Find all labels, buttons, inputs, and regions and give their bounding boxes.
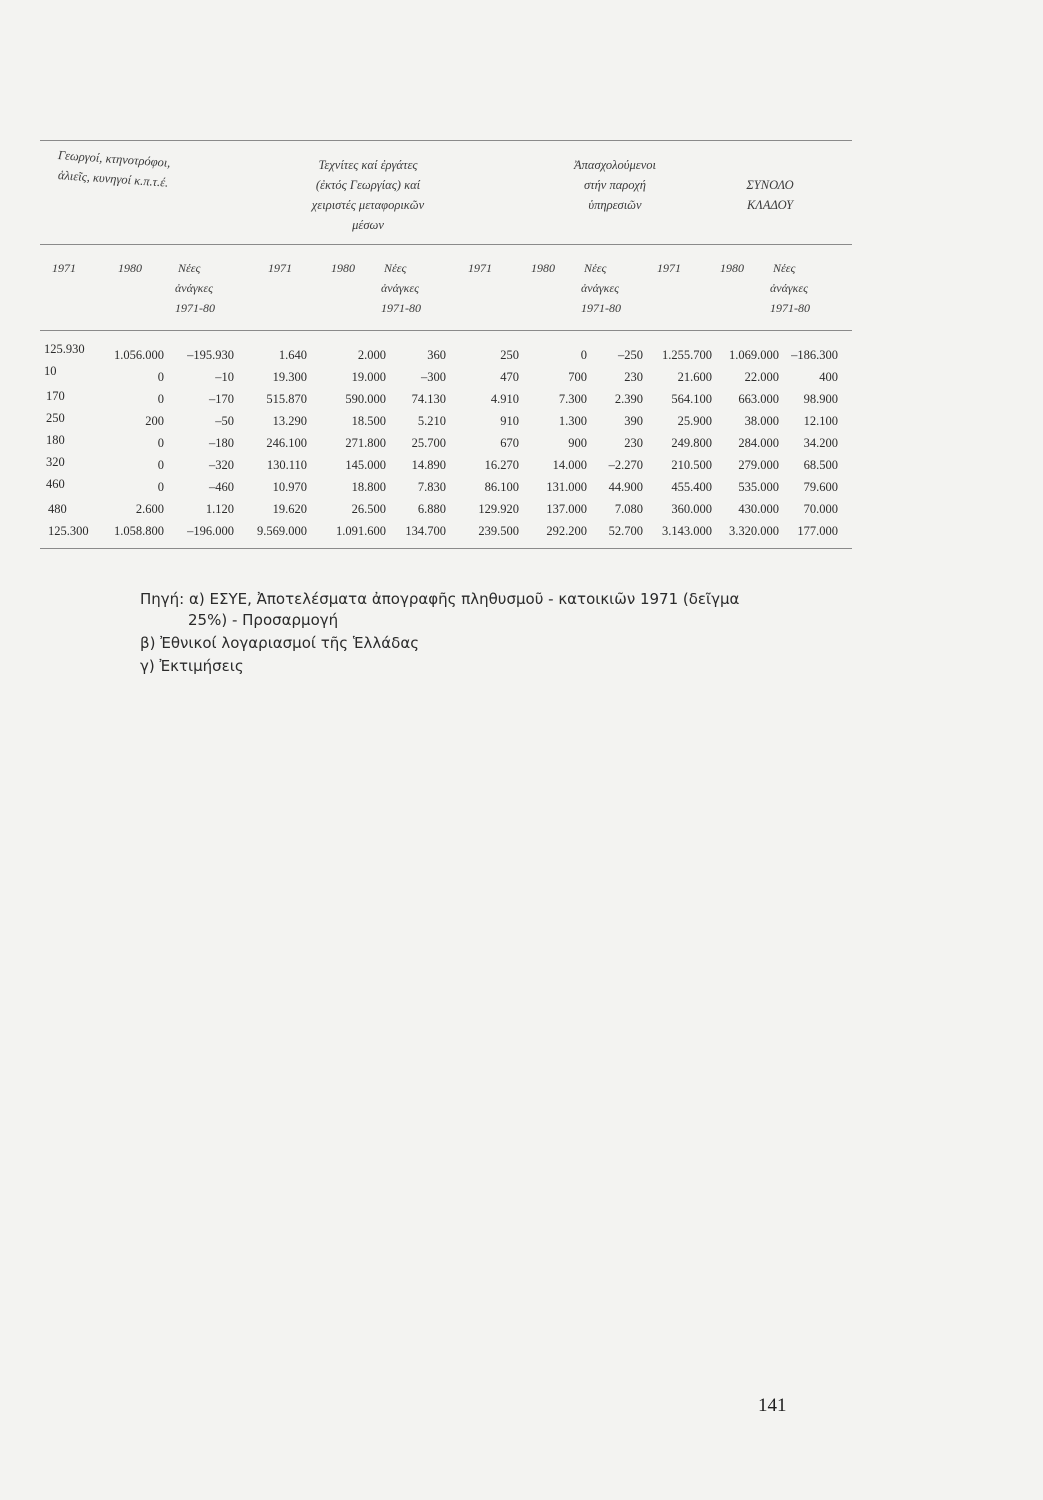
table-cell: 130.110: [266, 458, 307, 472]
table-cell: 68.500: [803, 458, 838, 472]
table-cell: –186.300: [791, 348, 838, 362]
table-cell: 7.830: [417, 480, 446, 494]
subheader-new-needs: Νέες: [178, 261, 201, 275]
subheader-new-needs: ἀνάγκες: [381, 281, 420, 295]
table-cell: 2.000: [357, 348, 386, 362]
table-row: [0, 433, 1043, 453]
header-line: ἁλιεῖς, κυνηγοί κ.π.τ.έ.: [57, 168, 169, 190]
table-cell: 292.200: [546, 524, 587, 538]
table-cell: 590.000: [345, 392, 386, 406]
table-cell: 390: [624, 414, 643, 428]
table-cell: 250: [500, 348, 519, 362]
page-number: 141: [758, 1395, 787, 1416]
table-cell: 455.400: [671, 480, 712, 494]
table-cell: 2.390: [614, 392, 643, 406]
source-line-2: 25%) - Προσαρμογή: [188, 611, 339, 629]
table-cell: 19.300: [272, 370, 307, 384]
table-cell: 0: [157, 458, 164, 472]
subheader-1971: 1971: [268, 261, 292, 275]
table-cell: –170: [209, 392, 234, 406]
table-cell: 12.100: [803, 414, 838, 428]
table-row: [0, 342, 1043, 365]
table-cell: 230: [624, 370, 643, 384]
subheader-new-needs: 1971-80: [175, 301, 215, 315]
table-cell: 7.080: [614, 502, 643, 516]
table-cell: 0: [157, 370, 164, 384]
table-row: [0, 389, 1043, 409]
table-cell: 246.100: [266, 436, 307, 450]
table-cell: 1.056.000: [114, 348, 164, 362]
table-cell: 10: [44, 364, 57, 378]
group-header-agriculture: [57, 145, 171, 190]
table-cell: 670: [500, 436, 519, 450]
table-cell: 3.320.000: [729, 524, 779, 538]
group-header-workers: [248, 155, 488, 235]
table-cell: –10: [215, 370, 234, 384]
table-cell: 14.000: [552, 458, 587, 472]
table-cell: –300: [421, 370, 446, 384]
subheader-1980: 1980: [531, 261, 555, 275]
table-cell: –250: [618, 348, 643, 362]
table-cell: –460: [209, 480, 234, 494]
table-cell: 129.920: [478, 502, 519, 516]
table-cell: 3.143.000: [662, 524, 712, 538]
table-cell: 210.500: [671, 458, 712, 472]
subheader-1971: 1971: [52, 261, 76, 275]
table-cell: 1.255.700: [662, 348, 712, 362]
table-cell: 0: [580, 348, 587, 362]
subheader-new-needs: Νέες: [773, 261, 796, 275]
table-cell: 170: [46, 389, 65, 403]
table-cell: 564.100: [671, 392, 712, 406]
subheader-new-needs: 1971-80: [581, 301, 621, 315]
table-cell: 535.000: [738, 480, 779, 494]
table-cell: 0: [157, 436, 164, 450]
table-cell: 70.000: [803, 502, 838, 516]
group-header-services: [520, 155, 710, 215]
table-cell: 137.000: [546, 502, 587, 516]
header-line: Ἀπασχολούμενοι: [574, 158, 656, 172]
table-row: [0, 411, 1043, 431]
table-cell: 19.000: [351, 370, 386, 384]
subheader-divider-rule: [40, 330, 852, 331]
table-cell: 460: [46, 477, 65, 491]
table-cell: 125.930: [44, 342, 85, 356]
table-row: [0, 477, 1043, 497]
table-row: [0, 455, 1043, 475]
subheader-new-needs: ἀνάγκες: [581, 281, 620, 295]
subheader-new-needs: ἀνάγκες: [175, 281, 214, 295]
table-cell: –2.270: [608, 458, 643, 472]
subheader-new-needs: Νέες: [384, 261, 407, 275]
table-cell: 284.000: [738, 436, 779, 450]
subheader-1980: 1980: [720, 261, 744, 275]
table-row: [0, 521, 1043, 541]
table-cell: 279.000: [738, 458, 779, 472]
table-cell: 4.910: [490, 392, 519, 406]
table-cell: 18.500: [351, 414, 386, 428]
source-line-3: β) Ἐθνικοί λογαριασμοί τῆς Ἑλλάδας: [140, 634, 420, 652]
table-cell: 360: [427, 348, 446, 362]
table-cell: 98.900: [803, 392, 838, 406]
table-cell: 125.300: [48, 524, 89, 538]
table-cell: 21.600: [677, 370, 712, 384]
table-cell: 320: [46, 455, 65, 469]
table-cell: 9.569.000: [257, 524, 307, 538]
table-top-rule: [40, 140, 852, 141]
header-line: Τεχνίτες καί ἐργάτες: [318, 158, 418, 172]
table-cell: 1.069.000: [729, 348, 779, 362]
subheader-1971: 1971: [657, 261, 681, 275]
table-cell: –196.000: [187, 524, 234, 538]
table-cell: 1.091.600: [336, 524, 386, 538]
table-cell: 22.000: [744, 370, 779, 384]
subheader-new-needs: ἀνάγκες: [770, 281, 809, 295]
table-cell: 44.900: [608, 480, 643, 494]
subheader-1980: 1980: [331, 261, 355, 275]
table-cell: 18.800: [351, 480, 386, 494]
source-line-1: Πηγή: α) ΕΣΥΕ, Ἀποτελέσματα ἀπογραφῆς πληθυσμοῦ - κατοικιῶν 1971 (δεῖγμα: [140, 590, 740, 608]
table-cell: 480: [48, 502, 67, 516]
table-cell: 13.290: [272, 414, 307, 428]
table-cell: 25.900: [677, 414, 712, 428]
table-cell: 74.130: [411, 392, 446, 406]
group-header-total: [715, 175, 825, 215]
table-cell: 19.620: [272, 502, 307, 516]
table-cell: 663.000: [738, 392, 779, 406]
header-line: ὑπηρεσιῶν: [588, 198, 642, 212]
table-cell: 1.120: [205, 502, 234, 516]
table-cell: 10.970: [272, 480, 307, 494]
table-cell: 700: [568, 370, 587, 384]
table-cell: 470: [500, 370, 519, 384]
table-cell: 38.000: [744, 414, 779, 428]
subheader-1980: 1980: [118, 261, 142, 275]
table-cell: 515.870: [266, 392, 307, 406]
table-cell: 134.700: [405, 524, 446, 538]
table-cell: –320: [209, 458, 234, 472]
header-line: ΣΥΝΟΛΟ: [746, 178, 794, 192]
source-line-4: γ) Ἐκτιμήσεις: [140, 657, 244, 675]
table-cell: 14.890: [411, 458, 446, 472]
table-cell: 1.058.800: [114, 524, 164, 538]
header-line: ΚΛΑΔΟΥ: [746, 198, 794, 212]
table-cell: 86.100: [484, 480, 519, 494]
table-cell: –195.930: [187, 348, 234, 362]
table-cell: 2.600: [135, 502, 164, 516]
table-cell: 271.800: [345, 436, 386, 450]
header-divider-rule: [40, 244, 852, 245]
table-cell: 250: [46, 411, 65, 425]
table-cell: –180: [209, 436, 234, 450]
subheader-new-needs: 1971-80: [770, 301, 810, 315]
table-cell: 400: [819, 370, 838, 384]
table-cell: 0: [157, 392, 164, 406]
header-line: (ἐκτός Γεωργίας) καί: [315, 178, 421, 192]
table-bottom-rule: [40, 548, 852, 549]
header-line: χειριστές μεταφορικῶν: [311, 198, 425, 212]
table-cell: 34.200: [803, 436, 838, 450]
table-cell: –50: [215, 414, 234, 428]
table-cell: 131.000: [546, 480, 587, 494]
header-line: Γεωργοί, κτηνοτρόφοι,: [57, 148, 171, 170]
table-cell: 7.300: [558, 392, 587, 406]
table-cell: 5.210: [417, 414, 446, 428]
table-cell: 430.000: [738, 502, 779, 516]
subheader-new-needs: 1971-80: [381, 301, 421, 315]
table-cell: 145.000: [345, 458, 386, 472]
table-cell: 26.500: [351, 502, 386, 516]
table-cell: 1.640: [278, 348, 307, 362]
header-line: στήν παροχή: [583, 178, 647, 192]
subheader-1971: 1971: [468, 261, 492, 275]
table-cell: 180: [46, 433, 65, 447]
table-cell: 239.500: [478, 524, 519, 538]
table-cell: 6.880: [417, 502, 446, 516]
table-cell: 79.600: [803, 480, 838, 494]
table-cell: 360.000: [671, 502, 712, 516]
table-cell: 230: [624, 436, 643, 450]
table-cell: 249.800: [671, 436, 712, 450]
header-line: μέσων: [352, 218, 384, 232]
table-cell: 52.700: [608, 524, 643, 538]
table-cell: 25.700: [411, 436, 446, 450]
table-cell: 0: [157, 480, 164, 494]
table-cell: 900: [568, 436, 587, 450]
table-cell: 1.300: [558, 414, 587, 428]
subheader-new-needs: Νέες: [584, 261, 607, 275]
table-cell: 177.000: [797, 524, 838, 538]
table-cell: 16.270: [484, 458, 519, 472]
table-cell: 200: [145, 414, 164, 428]
table-row: [0, 364, 1043, 387]
table-row: [0, 499, 1043, 519]
table-cell: 910: [500, 414, 519, 428]
